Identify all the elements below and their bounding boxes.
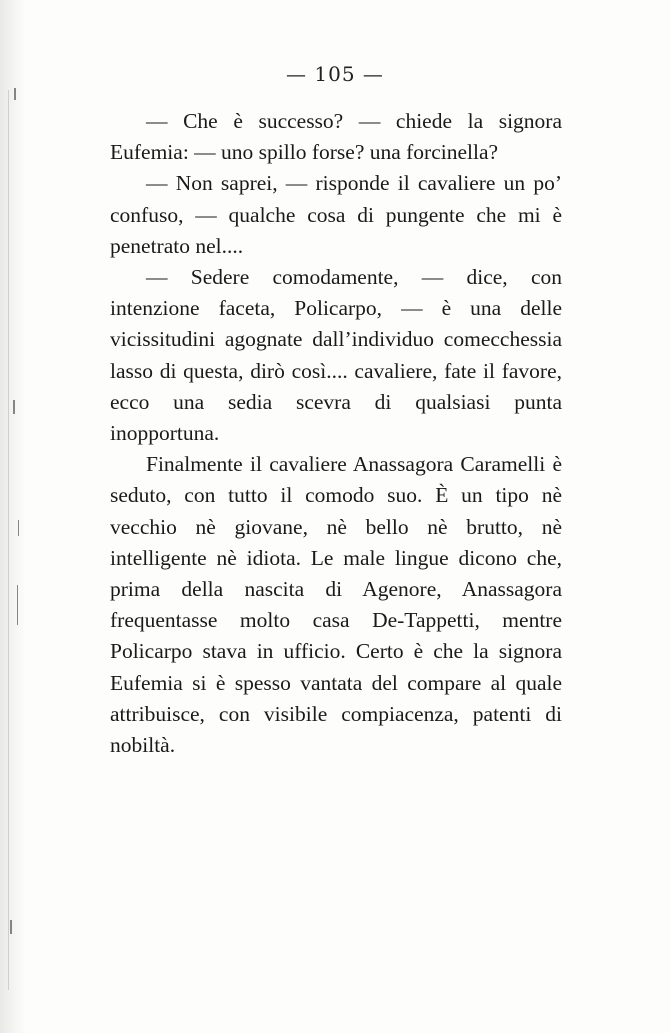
- paragraph: — Non saprei, — risponde il cavaliere un po’ confuso, — qualche cosa di pungente che mi è penetrato nel....: [110, 171, 562, 258]
- binding-gutter: [0, 0, 26, 1033]
- gutter-mark: [10, 920, 12, 934]
- gutter-mark: [18, 520, 19, 536]
- gutter-mark: [17, 585, 18, 625]
- paragraph: — Sedere comodamente, — dice, con intenzione faceta, Policarpo, — è una delle vicissitudini agognate dall’individuo comecchessia lasso di questa, dirò così.... cavaliere, fate il favore, ecco una sedia scevra di qualsiasi punta inopportuna.: [110, 265, 562, 446]
- body-text: [110, 106, 562, 761]
- gutter-line: [8, 90, 9, 990]
- paragraph: Finalmente il cavaliere Anassagora Caramelli è seduto, con tutto il comodo suo. È un tipo nè vecchio nè giovane, nè bello nè brutto, nè intelligente nè idiota. Le male lingue dicono che, prima della nascita di Agenore, Anassagora frequentasse molto casa De-Tappetti, mentre Policarpo stava in ufficio. Certo è che la signora Eufemia si è spesso vantata del compare al quale attribuisce, con visibile compiacenza, patenti di nobiltà.: [110, 452, 562, 758]
- gutter-mark: [14, 88, 16, 100]
- gutter-mark: [13, 400, 15, 414]
- paragraph: — Che è successo? — chiede la signora Eufemia: — uno spillo forse? una forcinella?: [110, 109, 562, 165]
- page-number: — 105 —: [286, 62, 384, 86]
